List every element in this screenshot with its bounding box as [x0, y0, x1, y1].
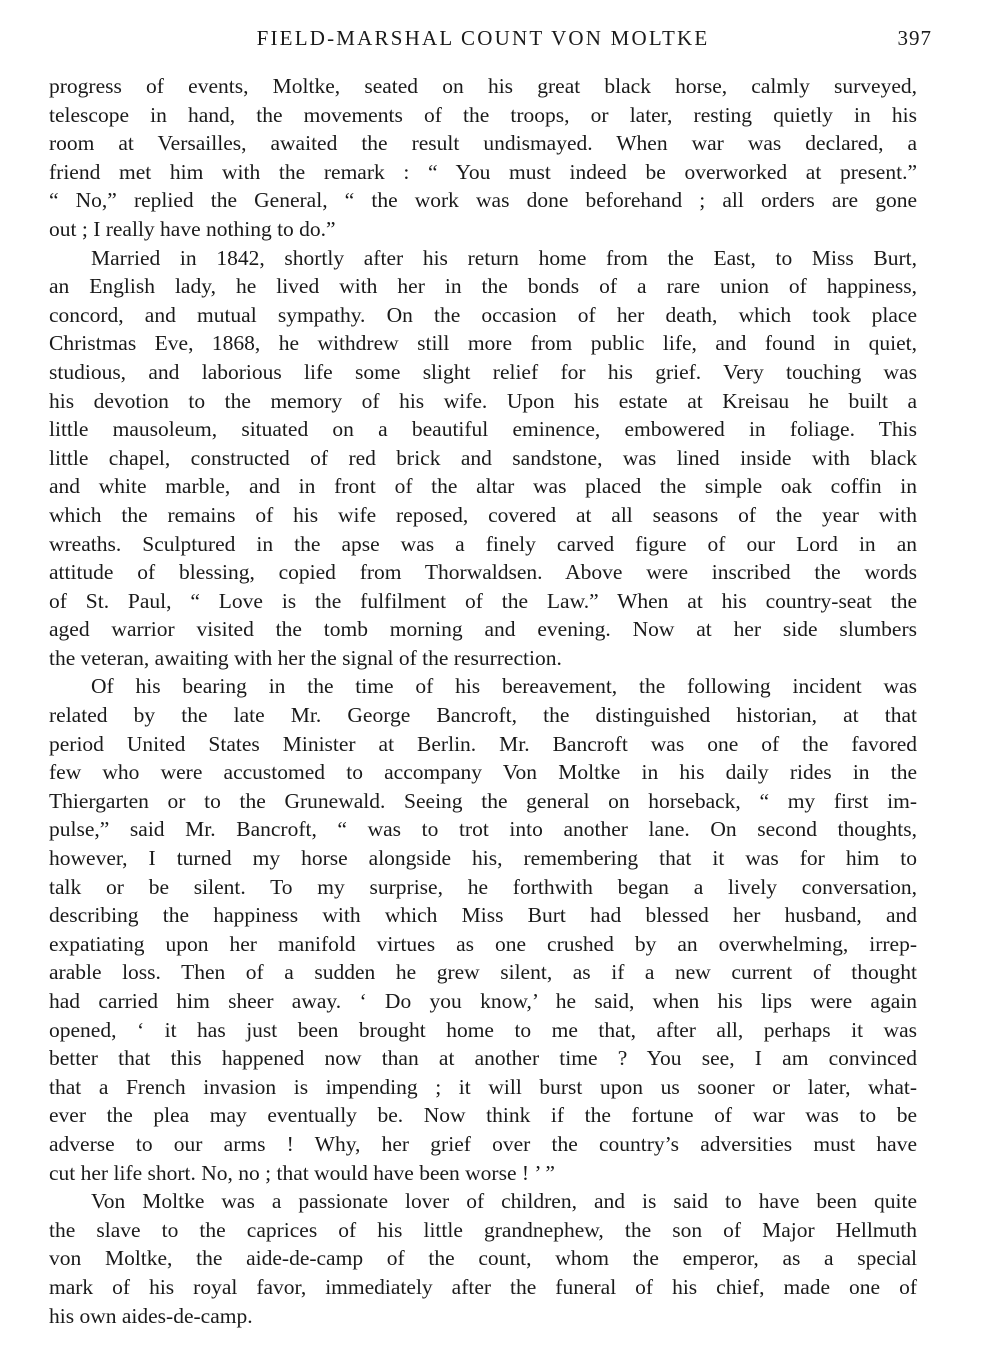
text-line: aged warrior visited the tomb morning and evening. Now at her side slumbers: [49, 617, 917, 642]
text-line: out ; I really have nothing to do.”: [49, 216, 336, 241]
text-line: had carried him sheer away. ‘ Do you know,’ he said, when his lips were again: [49, 989, 917, 1013]
text-line: the slave to the caprices of his little grandnephew, the son of Major Hellmuth: [49, 1217, 917, 1242]
text-line: pulse,” said Mr. Bancroft, “ was to trot into another lane. On second thoughts,: [49, 817, 917, 842]
text-line: cut her life short. No, no ; that would have been worse ! ’ ”: [49, 1160, 555, 1185]
text-line: arable loss. Then of a sudden he grew silent, as if a new current of thought: [49, 960, 917, 985]
page-number: 397: [897, 26, 932, 50]
text-line: expatiating upon her manifold virtues as one crushed by an overwhelming, irrep-: [49, 931, 917, 956]
running-head: [48, 26, 932, 56]
text-line: room at Versailles, awaited the result undismayed. When war was declared, a: [49, 131, 917, 156]
paragraph: [49, 672, 917, 1187]
text-line: his own aides-de-camp.: [49, 1303, 253, 1328]
text-line: few who were accustomed to accompany Von Moltke in his daily rides in the: [49, 760, 917, 785]
text-line: “ No,” replied the General, “ the work was done beforehand ; all orders are gone: [49, 188, 917, 213]
text-line: concord, and mutual sympathy. On the occasion of her death, which took place: [49, 302, 917, 327]
text-line: von Moltke, the aide-de-camp of the count, whom the emperor, as a special: [49, 1246, 917, 1271]
text-line: ever the plea may eventually be. Now think if the fortune of war was to be: [49, 1103, 917, 1128]
text-line: wreaths. Sculptured in the apse was a finely carved figure of our Lord in an: [49, 531, 917, 556]
text-line: telescope in hand, the movements of the troops, or later, resting quietly in his: [49, 102, 917, 127]
text-line: of St. Paul, “ Love is the fulfilment of the Law.” When at his country-seat the: [49, 588, 917, 613]
paragraph: [49, 1187, 917, 1330]
text-line: which the remains of his wife reposed, covered at all seasons of the year with: [49, 502, 917, 527]
text-line: the veteran, awaiting with her the signal of the resurrection.: [49, 645, 562, 670]
body-text: [49, 72, 917, 1330]
running-title: FIELD-MARSHAL COUNT VON MOLTKE: [256, 26, 710, 50]
text-line: Of his bearing in the time of his bereavement, the following incident was: [91, 674, 917, 699]
text-line: mark of his royal favor, immediately after the funeral of his chief, made one of: [49, 1274, 917, 1299]
text-line: and white marble, and in front of the altar was placed the simple oak coffin in: [49, 474, 917, 499]
text-line: little chapel, constructed of red brick and sandstone, was lined inside with black: [49, 445, 917, 470]
text-line: talk or be silent. To my surprise, he forthwith began a lively conversation,: [49, 874, 917, 899]
text-line: however, I turned my horse alongside his, remembering that it was for him to: [49, 846, 917, 871]
text-line: better that this happened now than at another time ? You see, I am convinced: [49, 1046, 917, 1071]
text-line: Thiergarten or to the Grunewald. Seeing the general on horseback, “ my first im-: [49, 788, 917, 813]
text-line: Married in 1842, shortly after his return home from the East, to Miss Burt,: [91, 245, 917, 270]
text-line: attitude of blessing, copied from Thorwaldsen. Above were inscribed the words: [49, 560, 917, 585]
paragraph: [49, 244, 917, 673]
paragraph: [49, 72, 917, 244]
text-line: friend met him with the remark : “ You must indeed be overworked at present.”: [49, 159, 917, 184]
text-line: his devotion to the memory of his wife. Upon his estate at Kreisau he built a: [49, 388, 917, 413]
text-line: that a French invasion is impending ; it will burst upon us sooner or later, what-: [49, 1074, 917, 1099]
text-line: Christmas Eve, 1868, he withdrew still more from public life, and found in quiet,: [49, 331, 917, 356]
text-line: opened, ‘ it has just been brought home to me that, after all, perhaps it was: [49, 1017, 917, 1042]
text-line: period United States Minister at Berlin. Mr. Bancroft was one of the favored: [49, 731, 917, 756]
text-line: adverse to our arms ! Why, her grief over the country’s adversities must have: [49, 1131, 917, 1156]
text-line: studious, and laborious life some slight relief for his grief. Very touching was: [49, 359, 917, 384]
text-line: an English lady, he lived with her in the bonds of a rare union of happiness,: [49, 274, 917, 299]
text-line: related by the late Mr. George Bancroft, the distinguished historian, at that: [49, 703, 917, 728]
text-line: little mausoleum, situated on a beautiful eminence, embowered in foliage. This: [49, 417, 917, 442]
text-line: progress of events, Moltke, seated on his great black horse, calmly surveyed,: [49, 74, 917, 98]
text-line: Von Moltke was a passionate lover of children, and is said to have been quite: [91, 1189, 917, 1214]
text-line: describing the happiness with which Miss Burt had blessed her husband, and: [49, 903, 917, 928]
